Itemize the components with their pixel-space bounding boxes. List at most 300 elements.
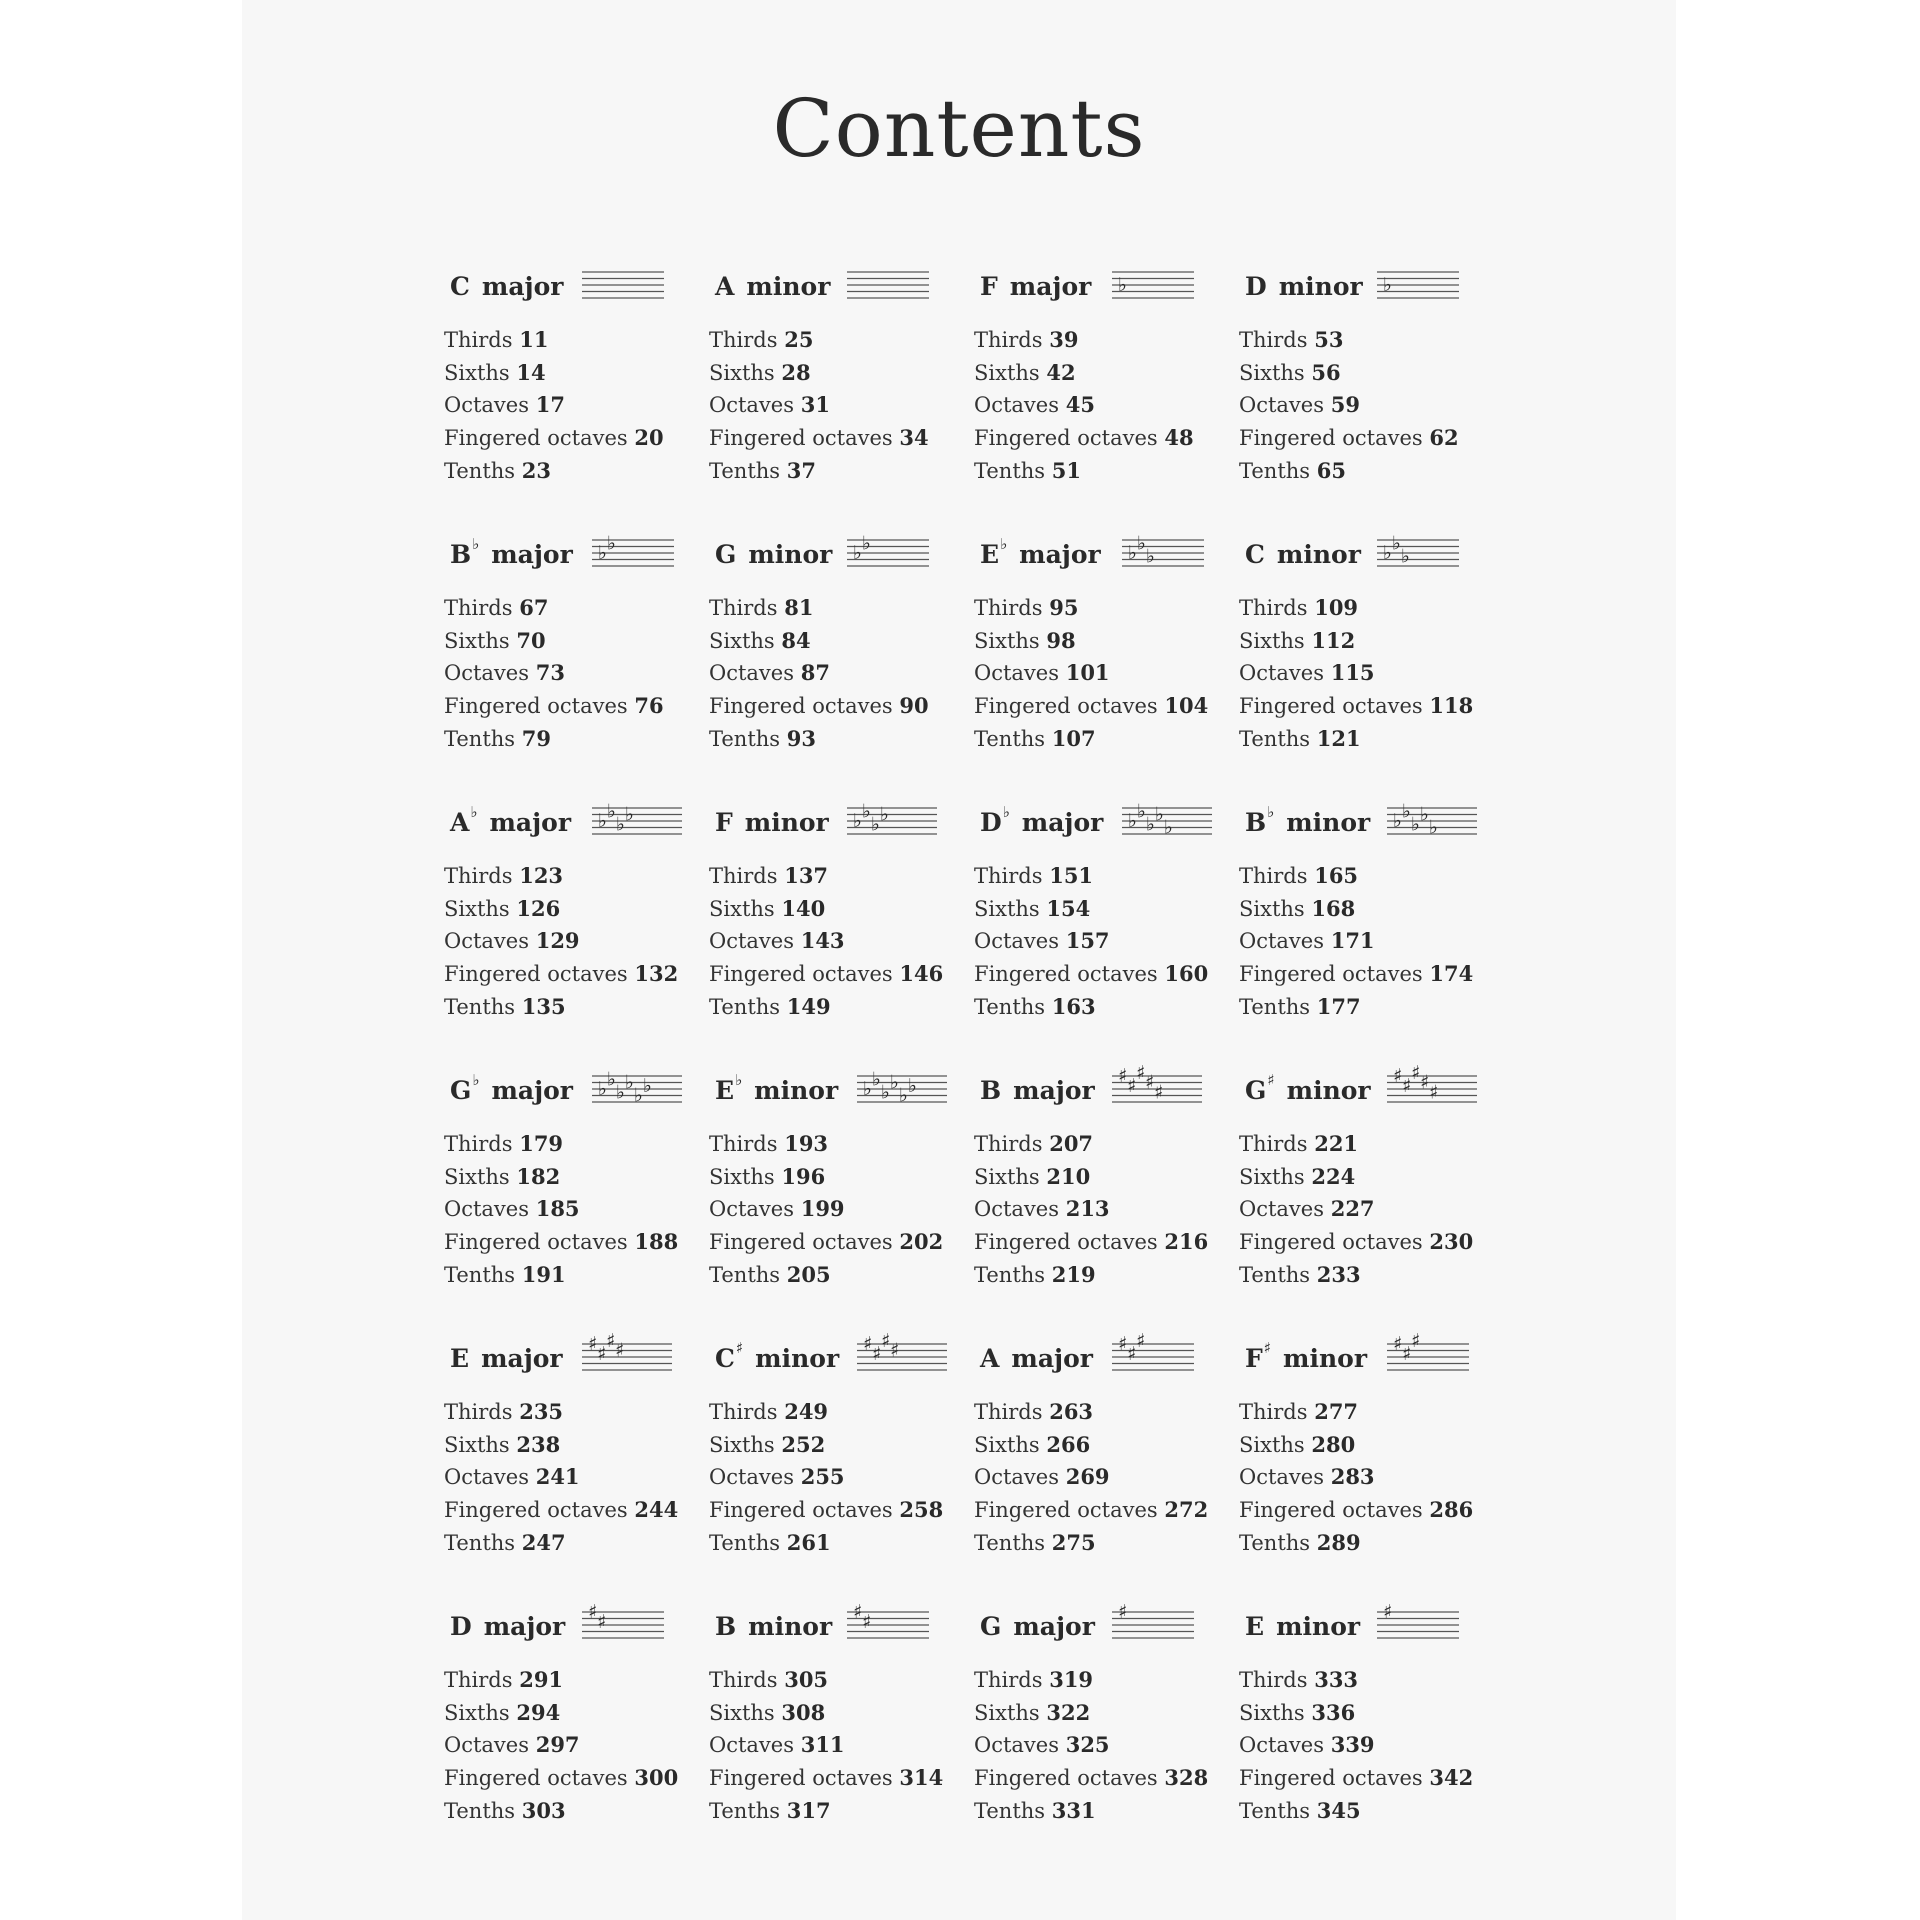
key-mode: minor — [1286, 1075, 1371, 1105]
flat-icon: ♭ — [853, 542, 862, 564]
list-item — [974, 1259, 1208, 1292]
list-item — [709, 1494, 943, 1527]
sharp-icon: ♯ — [1118, 1333, 1128, 1355]
list-item — [444, 723, 664, 756]
key-signature-staff — [592, 1062, 682, 1122]
list-item — [1239, 357, 1459, 390]
list-item — [444, 1527, 678, 1560]
entry-list — [1239, 860, 1473, 1023]
page-number: 65 — [1316, 457, 1346, 483]
key-mode: major — [491, 1075, 573, 1105]
key-mode: major — [489, 807, 572, 837]
entry-label: Tenths — [974, 1530, 1046, 1555]
list-item — [709, 1259, 943, 1292]
list-item — [444, 1226, 678, 1259]
flat-icon: ♭ — [890, 1071, 899, 1094]
entry-label: Sixths — [709, 896, 775, 921]
entry-label: Fingered octaves — [444, 1766, 628, 1791]
entry-label: Tenths — [1239, 458, 1311, 483]
flat-icon: ♭ — [872, 1068, 881, 1091]
key-signature-staff — [1377, 1598, 1459, 1658]
page-number: 157 — [1065, 928, 1110, 954]
list-item — [1239, 455, 1459, 488]
entry-label: Tenths — [444, 1798, 516, 1823]
page-number: 314 — [899, 1765, 944, 1791]
key-mode: minor — [755, 1343, 840, 1373]
entry-label: Octaves — [444, 1197, 530, 1222]
list-item — [1239, 1527, 1473, 1560]
list-item — [709, 991, 943, 1024]
key-signature-staff — [1377, 526, 1459, 586]
key-heading — [1245, 1062, 1371, 1118]
page-number: 238 — [516, 1431, 561, 1457]
entry-label: Octaves — [709, 1465, 795, 1490]
page-number: 81 — [784, 595, 814, 620]
page-number: 137 — [784, 863, 829, 888]
entry-label: Sixths — [709, 360, 775, 385]
entry-list — [709, 592, 929, 755]
entry-label: Tenths — [709, 1798, 781, 1823]
key-section — [709, 1062, 974, 1330]
page-number: 227 — [1330, 1196, 1375, 1222]
entry-label: Fingered octaves — [709, 694, 893, 719]
key-signature-staff — [1387, 1062, 1477, 1122]
page-number: 73 — [535, 660, 565, 686]
entry-list — [1239, 1396, 1473, 1559]
list-item — [974, 1429, 1208, 1462]
entry-list — [974, 860, 1208, 1023]
key-signature-staff — [1112, 1598, 1194, 1658]
entry-list — [444, 860, 678, 1023]
entry-label: Fingered octaves — [444, 694, 628, 719]
page-number: 300 — [634, 1765, 679, 1791]
page-number: 163 — [1051, 993, 1096, 1019]
entry-label: Octaves — [1239, 929, 1325, 954]
page-number: 76 — [634, 693, 664, 719]
key-note: G — [1245, 1075, 1267, 1105]
page-number: 207 — [1049, 1131, 1094, 1156]
sharp-icon: ♯ — [1411, 1062, 1421, 1084]
page-number: 275 — [1051, 1529, 1096, 1555]
entry-list — [974, 1664, 1208, 1827]
flat-icon: ♭ — [1401, 545, 1410, 568]
entry-label: Thirds — [974, 596, 1043, 620]
key-signature-staff — [1387, 794, 1477, 854]
page-number: 123 — [519, 863, 564, 888]
page-number: 165 — [1314, 863, 1359, 888]
key-signature-staff — [582, 258, 664, 318]
flat-icon: ♭ — [862, 532, 871, 555]
entry-label: Fingered octaves — [974, 1230, 1158, 1255]
list-item — [709, 1396, 943, 1429]
entry-label: Sixths — [1239, 896, 1305, 921]
list-item — [1239, 690, 1473, 723]
sharp-icon: ♯ — [862, 1610, 872, 1633]
entry-label: Tenths — [974, 1798, 1046, 1823]
entry-label: Thirds — [444, 328, 513, 352]
key-note: E — [715, 1075, 735, 1105]
list-item — [444, 357, 664, 390]
page-number: 79 — [521, 725, 551, 751]
entry-label: Tenths — [444, 458, 516, 483]
entry-label: Octaves — [444, 661, 530, 686]
entry-label: Fingered octaves — [709, 1498, 893, 1523]
list-item — [709, 1795, 943, 1828]
page-number: 283 — [1330, 1464, 1375, 1490]
sharp-icon: ♯ — [1402, 1074, 1412, 1097]
list-item — [709, 690, 929, 723]
list-item — [1239, 324, 1459, 357]
list-item — [1239, 389, 1459, 422]
sharp-icon: ♯ — [1136, 1062, 1146, 1084]
page-number: 95 — [1049, 595, 1079, 620]
entry-label: Thirds — [709, 1668, 778, 1692]
flat-icon: ♭ — [616, 813, 625, 836]
key-section — [709, 526, 974, 794]
list-item — [444, 1729, 678, 1762]
entry-label: Tenths — [444, 1530, 516, 1555]
list-item — [444, 1664, 678, 1697]
page-number: 258 — [899, 1497, 944, 1523]
list-item — [974, 893, 1208, 926]
entry-label: Sixths — [444, 360, 510, 385]
key-note: B — [450, 539, 472, 569]
key-signature-staff — [1387, 1330, 1469, 1390]
page-number: 121 — [1316, 725, 1361, 751]
list-item — [444, 860, 678, 893]
entry-label: Sixths — [1239, 1700, 1305, 1725]
key-section — [974, 1598, 1239, 1866]
flat-icon: ♭ — [1000, 535, 1008, 553]
list-item — [974, 389, 1194, 422]
entry-label: Tenths — [1239, 726, 1311, 751]
flat-icon: ♭ — [1420, 803, 1429, 826]
key-heading — [980, 1062, 1095, 1118]
entry-label: Thirds — [974, 864, 1043, 888]
page-number: 109 — [1314, 595, 1359, 620]
key-heading — [1245, 794, 1370, 850]
sharp-icon: ♯ — [1402, 1342, 1412, 1365]
entry-label: Tenths — [444, 726, 516, 751]
page-number: 261 — [786, 1529, 831, 1555]
key-heading — [715, 526, 832, 582]
page-number: 126 — [516, 895, 561, 921]
key-signature-staff — [857, 1062, 947, 1122]
list-item — [444, 958, 678, 991]
page-number: 101 — [1065, 660, 1110, 686]
entry-list — [1239, 592, 1473, 755]
entry-label: Tenths — [1239, 1798, 1311, 1823]
list-item — [444, 592, 664, 625]
key-mode: major — [1013, 1075, 1095, 1105]
entry-label: Sixths — [974, 1432, 1040, 1457]
key-heading — [980, 1598, 1095, 1654]
key-heading — [980, 794, 1103, 850]
list-item — [709, 860, 943, 893]
flat-icon: ♭ — [908, 1074, 917, 1097]
key-section — [709, 258, 974, 526]
entry-label: Fingered octaves — [444, 1498, 628, 1523]
entry-label: Octaves — [974, 1197, 1060, 1222]
page-number: 339 — [1330, 1732, 1375, 1758]
list-item — [1239, 1795, 1473, 1828]
entry-label: Thirds — [1239, 1668, 1308, 1692]
list-item — [444, 1461, 678, 1494]
page-number: 263 — [1049, 1399, 1094, 1424]
list-item — [974, 1193, 1208, 1226]
entry-label: Sixths — [709, 1432, 775, 1457]
key-heading — [980, 1330, 1093, 1386]
entry-label: Octaves — [709, 1197, 795, 1222]
entry-label: Fingered octaves — [974, 426, 1158, 451]
sharp-icon: ♯ — [1267, 1071, 1275, 1089]
key-heading — [980, 258, 1091, 314]
list-item — [1239, 625, 1473, 658]
sharp-icon: ♯ — [1393, 1333, 1403, 1355]
list-item — [709, 592, 929, 625]
entry-label: Sixths — [974, 896, 1040, 921]
page-number: 297 — [535, 1732, 580, 1758]
entry-label: Sixths — [709, 1164, 775, 1189]
entry-label: Fingered octaves — [444, 426, 628, 451]
entry-label: Tenths — [709, 458, 781, 483]
sharp-icon: ♯ — [872, 1342, 882, 1365]
page-number: 67 — [519, 595, 549, 620]
entry-list — [709, 1128, 943, 1291]
page-number: 196 — [781, 1163, 826, 1189]
key-mode: major — [481, 1343, 563, 1373]
sharp-icon: ♯ — [588, 1601, 598, 1623]
list-item — [974, 592, 1208, 625]
page-number: 23 — [521, 457, 551, 483]
entry-label: Fingered octaves — [709, 1230, 893, 1255]
sharp-icon: ♯ — [597, 1342, 607, 1365]
key-note: E — [980, 539, 1000, 569]
entry-label: Thirds — [709, 1400, 778, 1424]
flat-icon: ♭ — [881, 1081, 890, 1104]
entry-label: Thirds — [444, 1400, 513, 1424]
key-signature-staff — [1112, 1330, 1194, 1390]
page-number: 140 — [781, 895, 826, 921]
sharp-icon: ♯ — [1118, 1065, 1128, 1087]
page-number: 154 — [1046, 895, 1091, 921]
page-number: 325 — [1065, 1732, 1110, 1758]
entry-list — [1239, 324, 1459, 487]
key-section — [709, 1330, 974, 1598]
list-item — [1239, 1226, 1473, 1259]
key-heading — [715, 258, 830, 314]
entry-label: Fingered octaves — [709, 426, 893, 451]
key-section — [1239, 1330, 1504, 1598]
list-item — [444, 422, 664, 455]
list-item — [1239, 657, 1473, 690]
entry-label: Fingered octaves — [444, 1230, 628, 1255]
entry-label: Tenths — [1239, 1262, 1311, 1287]
list-item — [1239, 1193, 1473, 1226]
entry-label: Thirds — [1239, 1132, 1308, 1156]
key-section — [1239, 258, 1504, 526]
page-number: 90 — [899, 693, 929, 719]
page-number: 143 — [800, 928, 845, 954]
sharp-icon: ♯ — [1136, 1330, 1146, 1352]
list-item — [444, 1697, 678, 1730]
flat-icon: ♭ — [607, 532, 616, 555]
key-note: G — [980, 1611, 1002, 1641]
list-item — [709, 1128, 943, 1161]
flat-icon: ♭ — [871, 813, 880, 836]
page-number: 115 — [1330, 660, 1375, 686]
entry-label: Thirds — [709, 596, 778, 620]
list-item — [709, 422, 929, 455]
page-number: 342 — [1429, 1765, 1474, 1791]
list-item — [1239, 1259, 1473, 1292]
page-number: 280 — [1311, 1431, 1356, 1457]
page-number: 177 — [1316, 993, 1361, 1019]
entry-list — [444, 1396, 678, 1559]
entry-label: Tenths — [1239, 994, 1311, 1019]
entry-label: Fingered octaves — [1239, 426, 1423, 451]
list-item — [709, 893, 943, 926]
list-item — [974, 1226, 1208, 1259]
key-mode: minor — [748, 539, 833, 569]
key-heading — [715, 1062, 838, 1118]
page-number: 191 — [521, 1261, 566, 1287]
flat-icon: ♭ — [853, 810, 862, 832]
page-number: 289 — [1316, 1529, 1361, 1555]
list-item — [709, 1429, 943, 1462]
page-number: 230 — [1429, 1229, 1474, 1255]
key-heading — [1245, 526, 1361, 582]
page-number: 185 — [535, 1196, 580, 1222]
page-number: 179 — [519, 1131, 564, 1156]
flat-icon: ♭ — [625, 1071, 634, 1094]
key-section — [709, 1598, 974, 1866]
entry-list — [974, 324, 1194, 487]
flat-icon: ♭ — [625, 803, 634, 826]
list-item — [974, 1664, 1208, 1697]
key-note: A — [715, 271, 735, 301]
entry-label: Tenths — [709, 1530, 781, 1555]
key-heading — [450, 794, 571, 850]
list-item — [444, 1762, 678, 1795]
key-note: C — [450, 271, 470, 301]
page-number: 132 — [634, 961, 679, 987]
key-heading — [450, 258, 563, 314]
entry-label: Fingered octaves — [974, 1766, 1158, 1791]
key-note: B — [980, 1075, 1002, 1105]
page-number: 37 — [786, 457, 816, 483]
key-section — [444, 526, 709, 794]
page-number: 303 — [521, 1797, 566, 1823]
entry-label: Tenths — [709, 726, 781, 751]
entry-label: Octaves — [709, 393, 795, 418]
list-item — [709, 1461, 943, 1494]
key-section — [1239, 1062, 1504, 1330]
page-number: 135 — [521, 993, 566, 1019]
flat-icon: ♭ — [598, 810, 607, 832]
page-number: 345 — [1316, 1797, 1361, 1823]
page-number: 199 — [800, 1196, 845, 1222]
list-item — [709, 958, 943, 991]
list-item — [709, 1527, 943, 1560]
entry-list — [444, 592, 664, 755]
list-item — [444, 324, 664, 357]
entry-label: Octaves — [1239, 1733, 1325, 1758]
flat-icon: ♭ — [1118, 274, 1127, 296]
key-section — [1239, 526, 1504, 794]
list-item — [709, 723, 929, 756]
entry-label: Thirds — [1239, 328, 1308, 352]
entry-label: Tenths — [974, 1262, 1046, 1287]
page-number: 87 — [800, 660, 830, 686]
list-item — [709, 1729, 943, 1762]
list-item — [709, 1226, 943, 1259]
list-item — [709, 625, 929, 658]
sharp-icon: ♯ — [853, 1601, 863, 1623]
page-number: 93 — [786, 725, 816, 751]
flat-icon: ♭ — [470, 803, 478, 821]
list-item — [709, 1161, 943, 1194]
key-note: G — [450, 1075, 472, 1105]
sharp-icon: ♯ — [863, 1333, 873, 1355]
list-item — [709, 925, 943, 958]
key-mode: major — [1009, 271, 1092, 301]
page-number: 311 — [800, 1732, 845, 1758]
entry-label: Octaves — [1239, 1465, 1325, 1490]
key-mode: major — [483, 1611, 566, 1641]
page-number: 249 — [784, 1399, 829, 1424]
list-item — [709, 1193, 943, 1226]
list-item — [1239, 1161, 1473, 1194]
entry-label: Tenths — [1239, 1530, 1311, 1555]
key-signature-staff — [1112, 258, 1194, 318]
sharp-icon: ♯ — [588, 1333, 598, 1355]
sharp-icon: ♯ — [1420, 1071, 1430, 1094]
list-item — [709, 1762, 943, 1795]
sharp-icon: ♯ — [1145, 1071, 1155, 1094]
page-title: Contents — [772, 82, 1146, 175]
list-item — [444, 1259, 678, 1292]
key-note: C — [1245, 539, 1265, 569]
key-signature-staff — [592, 794, 682, 854]
sharp-icon: ♯ — [890, 1339, 900, 1362]
flat-icon: ♭ — [862, 800, 871, 823]
sharp-icon: ♯ — [1383, 1601, 1393, 1623]
list-item — [444, 893, 678, 926]
entry-label: Tenths — [444, 994, 516, 1019]
page-number: 331 — [1051, 1797, 1096, 1823]
entry-label: Tenths — [709, 1262, 781, 1287]
list-item — [1239, 1762, 1473, 1795]
entry-label: Sixths — [1239, 1164, 1305, 1189]
key-note: A — [450, 807, 470, 837]
entry-label: Fingered octaves — [1239, 1230, 1423, 1255]
key-note: F — [715, 807, 733, 837]
key-note: D — [980, 807, 1002, 837]
page-number: 56 — [1311, 359, 1341, 385]
page-number: 269 — [1065, 1464, 1110, 1490]
flat-icon: ♭ — [1137, 800, 1146, 823]
entry-label: Fingered octaves — [1239, 1498, 1423, 1523]
page-number: 168 — [1311, 895, 1356, 921]
list-item — [974, 860, 1208, 893]
key-mode: minor — [744, 807, 829, 837]
entry-label: Thirds — [1239, 596, 1308, 620]
list-item — [974, 455, 1194, 488]
page-number: 70 — [516, 627, 546, 653]
flat-icon: ♭ — [1402, 800, 1411, 823]
page-number: 149 — [786, 993, 831, 1019]
